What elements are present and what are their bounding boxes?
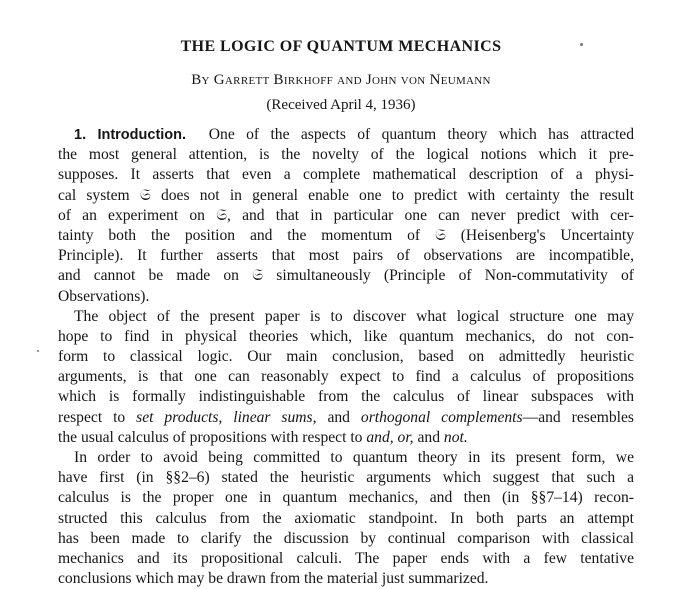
paragraph-line: supposes. It asserts that even a complete mathematical description of a physi-: [58, 166, 634, 184]
paragraph-line: tainty both the position and the momentum of 𝔖 (Heisenberg's Uncertainty: [58, 226, 634, 244]
emphasis-text: and, or,: [366, 428, 414, 446]
emphasis-text: set products,: [136, 408, 223, 426]
paragraph-line: [58, 125, 634, 145]
emphasis-text: linear sums,: [233, 408, 317, 426]
paragraph-line: In order to avoid being committed to quantum theory in its present form, we: [74, 449, 634, 466]
paragraph-method: [58, 448, 634, 589]
paragraph-line: and cannot be made on 𝔖 simultaneously (Principle of Non-commutativity of: [58, 267, 634, 285]
section-heading: Introduction.: [97, 127, 187, 143]
scan-speck: [580, 43, 583, 46]
line-text: and: [316, 408, 361, 426]
paragraph-line: [58, 428, 634, 448]
paragraph-line: has been made to clarify the discussion by continual comparison with classical: [58, 529, 634, 547]
paragraph-line: of an experiment on 𝔖, and that in particular one can never predict with cer-: [58, 206, 634, 224]
paper-authors: By Garrett Birkhoff and John von Neumann: [191, 72, 491, 88]
line-text: the usual calculus of propositions with respect to: [58, 428, 367, 446]
line-text: and: [413, 428, 444, 446]
paragraph-line: arguments, is that one can reasonably expect to find a calculus of propositions: [58, 368, 634, 386]
section-number: 1.: [74, 127, 87, 143]
paragraph-line: Principle). It further asserts that most pairs of observations are incompatible,: [58, 247, 634, 265]
line-text: respect to: [58, 408, 137, 426]
paragraph-line: the most general attention, is the novelty of the logical notions which it pre-: [58, 146, 634, 164]
paragraph-line: calculus is the proper one in quantum mechanics, and then (in §§7–14) recon-: [58, 489, 634, 507]
paragraph-line: which is formally indistinguishable from the calculus of linear subspaces with: [58, 388, 634, 406]
received-date: (Received April 4, 1936): [266, 97, 416, 113]
paper-title: THE LOGIC OF QUANTUM MECHANICS: [180, 38, 502, 55]
line-text: [222, 409, 233, 426]
paragraph-line: form to classical logic. Our main conclusion, based on admittedly heuristic: [58, 348, 634, 366]
paragraph-line: have first (in §§2–6) stated the heuristic arguments which suggest that such a: [58, 469, 634, 487]
scan-speck: [37, 350, 39, 352]
paragraph-introduction: [58, 125, 634, 307]
paragraph-line: conclusions which may be drawn from the material just summarized.: [58, 570, 489, 588]
paragraph-line: Observations).: [58, 287, 150, 305]
paragraph-line: mechanics and its propositional calculi. The paper ends with a few tentative: [58, 549, 634, 567]
paragraph-line: structed this calculus from the axiomatic standpoint. In both parts an attempt: [58, 509, 634, 527]
paragraph-line-text: One of the aspects of quantum theory which has attracted: [208, 126, 634, 143]
paper-body: [58, 125, 634, 589]
emphasis-text: orthogonal complements: [360, 408, 523, 426]
paragraph-line: The object of the present paper is to discover what logical structure one may: [74, 307, 634, 325]
paragraph-line: [58, 408, 634, 428]
paragraph-objective: [58, 307, 634, 448]
emphasis-text: not.: [443, 428, 468, 446]
paragraph-line: cal system 𝔖 does not in general enable one to predict with certainty the result: [58, 186, 634, 204]
paragraph-line: hope to find in physical theories which, like quantum mechanics, do not con-: [58, 327, 634, 345]
line-text: —and resembles: [522, 408, 634, 426]
